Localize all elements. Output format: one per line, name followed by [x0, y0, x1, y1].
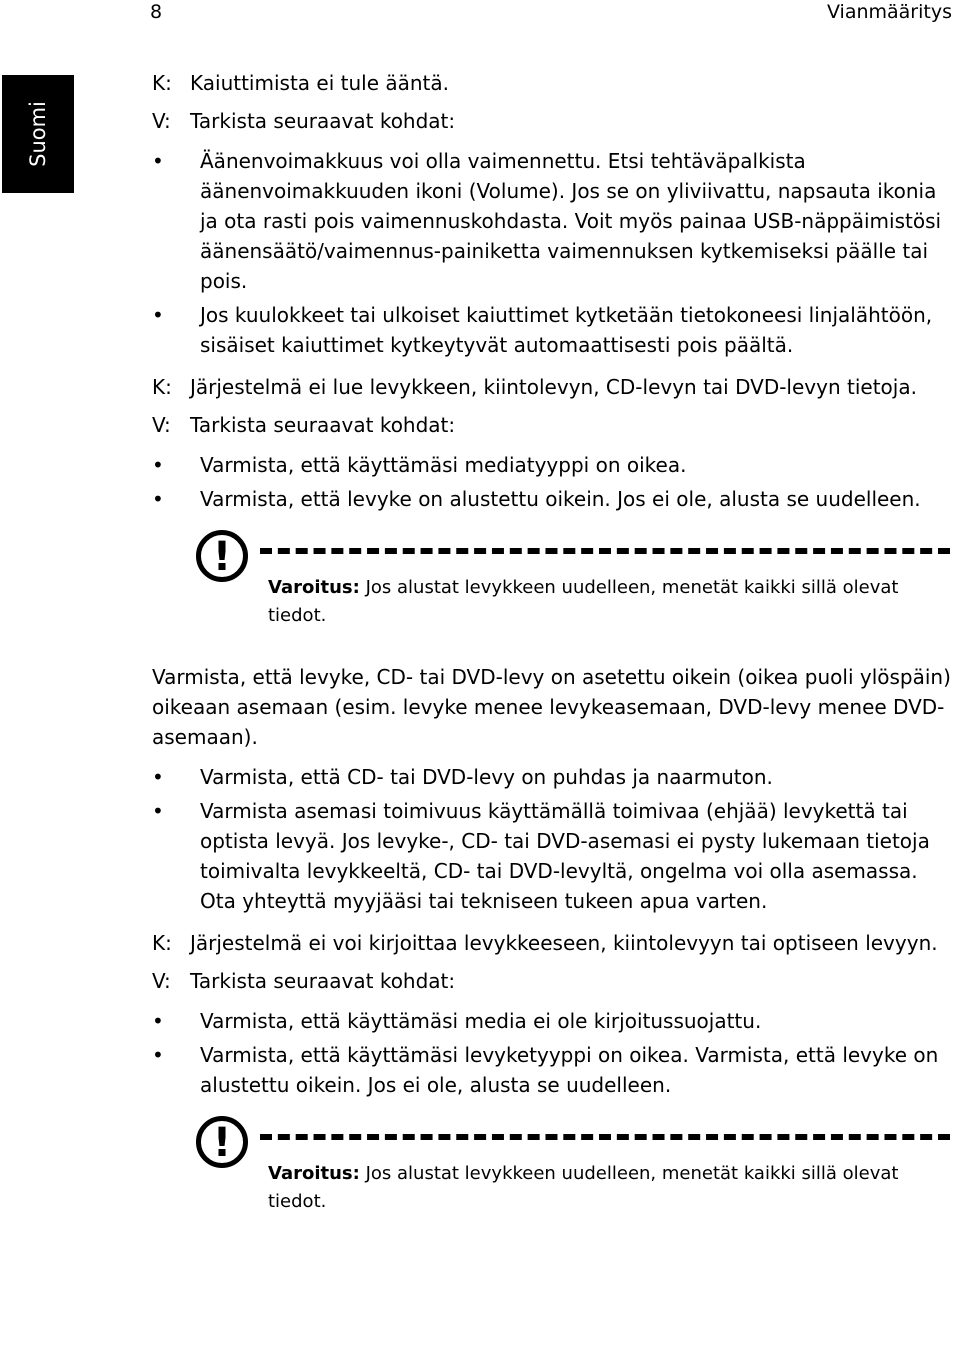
answer-prefix: V:	[152, 413, 171, 437]
list-item	[152, 300, 952, 360]
warning-text	[268, 1160, 928, 1216]
question-text: Järjestelmä ei voi kirjoittaa levykkeeseen, kiintolevyyn tai optiseen levyyn.	[190, 931, 938, 955]
page-number: 8	[150, 1, 163, 23]
warning-text	[268, 574, 928, 630]
answer-prefix: V:	[152, 969, 171, 993]
bullet-icon	[152, 146, 200, 296]
list-item-text: Varmista asemasi toimivuus käyttämällä toimivaa (ehjää) levykettä tai optista levyä. Jos levyke-, CD- tai DVD-asemasi ei pysty lukemaan tietoja toimivalta levykkeeltä, CD- tai DVD-levyltä, ongelma voi olla asemassa. Ota yhteyttä myyjääsi tai tekniseen tukeen apua varten.	[200, 799, 930, 913]
warning-label: Varoitus:	[268, 577, 360, 598]
warning-box	[152, 526, 952, 650]
page-content	[152, 68, 952, 1236]
section-title: Vianmääritys	[826, 1, 952, 23]
list-item-text: Varmista, että levyke on alustettu oikein. Jos ei ole, alusta se uudelleen.	[200, 487, 921, 511]
language-tab-label: Suomi	[26, 101, 50, 167]
list-item-text: Varmista, että käyttämäsi levyketyyppi on oikea. Varmista, että levyke on alustettu oikein. Jos ei ole, alusta se uudelleen.	[200, 1043, 939, 1097]
warning-body: Jos alustat levykkeen uudelleen, menetät kaikki sillä olevat tiedot.	[268, 1163, 899, 1212]
list-item	[152, 1006, 952, 1036]
warning-label: Varoitus:	[268, 1163, 360, 1184]
answer	[152, 410, 952, 440]
dashed-divider	[260, 548, 950, 554]
warning-body: Jos alustat levykkeen uudelleen, menetät kaikki sillä olevat tiedot.	[268, 577, 899, 626]
bullet-icon	[152, 762, 200, 792]
bullet-icon	[152, 1006, 200, 1036]
bullet-icon	[152, 450, 200, 480]
list-item-text: Varmista, että käyttämäsi media ei ole kirjoitussuojattu.	[200, 1009, 762, 1033]
answer-text: Tarkista seuraavat kohdat:	[190, 969, 456, 993]
list-item	[152, 796, 952, 916]
question-text: Järjestelmä ei lue levykkeen, kiintolevyn, CD-levyn tai DVD-levyn tietoja.	[190, 375, 917, 399]
question-text: Kaiuttimista ei tule ääntä.	[190, 71, 450, 95]
bullet-icon	[152, 796, 200, 916]
list-item	[152, 484, 952, 514]
paragraph: Varmista, että levyke, CD- tai DVD-levy on asetettu oikein (oikea puoli ylöspäin) oikeaan asemaan (esim. levyke menee levykeasemaan, DVD-levy menee DVD-asemaan).	[152, 665, 951, 749]
question-prefix: K:	[152, 375, 172, 399]
list-item-text: Varmista, että käyttämäsi mediatyyppi on oikea.	[200, 453, 687, 477]
bullet-icon	[152, 1040, 200, 1100]
list-item	[152, 146, 952, 296]
question-prefix: K:	[152, 71, 172, 95]
list-item-text: Jos kuulokkeet tai ulkoiset kaiuttimet kytketään tietokoneesi linjalähtöön, sisäiset kaiuttimet kytkeytyvät automaattisesti pois päältä.	[200, 303, 933, 357]
question-prefix: K:	[152, 931, 172, 955]
list-item-text: Varmista, että CD- tai DVD-levy on puhdas ja naarmuton.	[200, 765, 773, 789]
question	[152, 68, 952, 98]
list-item	[152, 450, 952, 480]
answer-prefix: V:	[152, 109, 171, 133]
answer-text: Tarkista seuraavat kohdat:	[190, 109, 456, 133]
list-item-text: Äänenvoimakkuus voi olla vaimennettu. Etsi tehtäväpalkista äänenvoimakkuuden ikoni (Volume). Jos se on yliviivattu, napsauta ikonia ja ota rasti pois vaimennuskohdasta. Voit myös painaa USB-näppäimistösi äänensäätö/vaimennus-painiketta vaimennuksen kytkemiseksi päälle tai pois.	[200, 149, 942, 293]
answer-text: Tarkista seuraavat kohdat:	[190, 413, 456, 437]
bullet-icon	[152, 300, 200, 360]
warning-icon: !	[196, 530, 248, 582]
warning-box	[152, 1112, 952, 1236]
warning-icon: !	[196, 1116, 248, 1168]
answer	[152, 106, 952, 136]
bullet-icon	[152, 484, 200, 514]
list-item	[152, 762, 952, 792]
answer	[152, 966, 952, 996]
list-item	[152, 1040, 952, 1100]
question	[152, 372, 952, 402]
question	[152, 928, 952, 958]
dashed-divider	[260, 1134, 950, 1140]
language-tab	[2, 75, 74, 193]
